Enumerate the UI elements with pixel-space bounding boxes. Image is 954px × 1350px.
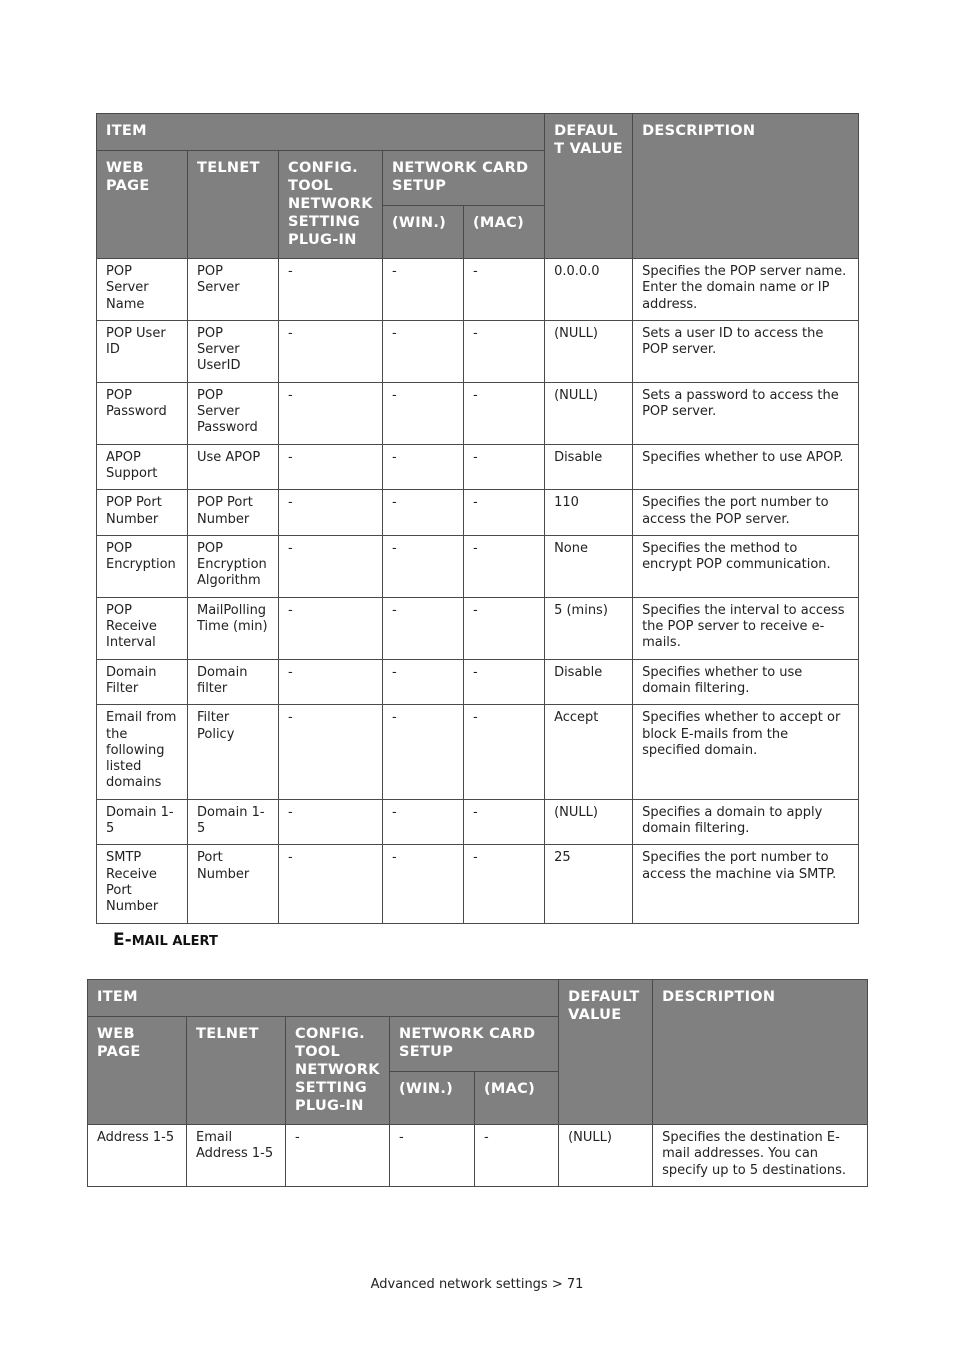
default-value-cell: (NULL)	[559, 1125, 653, 1187]
web-page-cell: POP Port Number	[97, 490, 188, 536]
description-cell: Specifies the port number to access the machine via SMTP.	[633, 845, 859, 923]
telnet-cell: POP Server	[188, 259, 279, 321]
description-cell: Specifies the destination E-mail addresses. You can specify up to 5 destinations.	[653, 1125, 868, 1187]
telnet-cell: Filter Policy	[188, 705, 279, 799]
mac-cell: -	[464, 444, 545, 490]
table-row	[97, 705, 859, 799]
win-cell: -	[383, 845, 464, 923]
win-cell: -	[383, 535, 464, 597]
mac-cell: -	[464, 705, 545, 799]
header-web-page: WEB PAGE	[97, 151, 188, 259]
description-cell: Sets a user ID to access the POP server.	[633, 320, 859, 382]
default-value-cell: (NULL)	[545, 799, 633, 845]
default-value-cell: Disable	[545, 659, 633, 705]
default-value-cell: Disable	[545, 444, 633, 490]
header-network-card-setup: NETWORK CARD SETUP	[390, 1017, 559, 1072]
mac-cell: -	[464, 320, 545, 382]
web-page-cell: POP User ID	[97, 320, 188, 382]
page-footer: Advanced network settings > 71	[370, 1277, 584, 1292]
config-tool-cell: -	[279, 535, 383, 597]
telnet-cell: POP Server UserID	[188, 320, 279, 382]
web-page-cell: POP Encryption	[97, 535, 188, 597]
default-value-cell: (NULL)	[545, 320, 633, 382]
header-item: ITEM	[97, 114, 545, 151]
header-config-tool: CONFIG. TOOL NETWORK SETTING PLUG-IN	[286, 1017, 390, 1125]
description-cell: Specifies the interval to access the POP server to receive e-mails.	[633, 597, 859, 659]
config-tool-cell: -	[279, 259, 383, 321]
config-tool-cell: -	[279, 444, 383, 490]
web-page-cell: APOP Support	[97, 444, 188, 490]
default-value-cell: 0.0.0.0	[545, 259, 633, 321]
table-row	[97, 845, 859, 923]
description-cell: Specifies the POP server name. Enter the domain name or IP address.	[633, 259, 859, 321]
table-row	[97, 444, 859, 490]
web-page-cell: POP Password	[97, 382, 188, 444]
section-heading-email-alert: E-MAIL ALERT	[113, 930, 218, 950]
mac-cell: -	[464, 490, 545, 536]
description-cell: Specifies whether to use APOP.	[633, 444, 859, 490]
config-tool-cell: -	[279, 382, 383, 444]
description-cell: Specifies a domain to apply domain filtering.	[633, 799, 859, 845]
table-row	[97, 320, 859, 382]
web-page-cell: Address 1-5	[88, 1125, 187, 1187]
win-cell: -	[383, 659, 464, 705]
description-cell: Specifies whether to accept or block E-mails from the specified domain.	[633, 705, 859, 799]
table-row	[97, 259, 859, 321]
mac-cell: -	[464, 799, 545, 845]
telnet-cell: Port Number	[188, 845, 279, 923]
default-value-cell: 5 (mins)	[545, 597, 633, 659]
description-cell: Sets a password to access the POP server.	[633, 382, 859, 444]
web-page-cell: SMTP Receive Port Number	[97, 845, 188, 923]
default-value-cell: (NULL)	[545, 382, 633, 444]
header-network-card-setup: NETWORK CARD SETUP	[383, 151, 545, 206]
default-value-cell: 25	[545, 845, 633, 923]
default-value-cell: Accept	[545, 705, 633, 799]
header-telnet: TELNET	[187, 1017, 286, 1125]
description-cell: Specifies the port number to access the POP server.	[633, 490, 859, 536]
header-win: (WIN.)	[383, 206, 464, 259]
config-tool-cell: -	[279, 705, 383, 799]
header-win: (WIN.)	[390, 1072, 475, 1125]
telnet-cell: Domain 1-5	[188, 799, 279, 845]
header-description: DESCRIPTION	[653, 980, 868, 1125]
pop-settings-table	[96, 113, 859, 924]
win-cell: -	[383, 597, 464, 659]
config-tool-cell: -	[279, 845, 383, 923]
win-cell: -	[383, 490, 464, 536]
web-page-cell: POP Receive Interval	[97, 597, 188, 659]
table-row	[97, 535, 859, 597]
mac-cell: -	[464, 659, 545, 705]
telnet-cell: Email Address 1-5	[187, 1125, 286, 1187]
header-mac: (MAC)	[475, 1072, 559, 1125]
config-tool-cell: -	[279, 597, 383, 659]
header-item: ITEM	[88, 980, 559, 1017]
config-tool-cell: -	[279, 490, 383, 536]
header-web-page: WEB PAGE	[88, 1017, 187, 1125]
mac-cell: -	[464, 382, 545, 444]
mac-cell: -	[464, 259, 545, 321]
win-cell: -	[383, 320, 464, 382]
web-page-cell: Email from the following listed domains	[97, 705, 188, 799]
web-page-cell: Domain Filter	[97, 659, 188, 705]
table-row	[97, 382, 859, 444]
telnet-cell: POP Server Password	[188, 382, 279, 444]
telnet-cell: POP Port Number	[188, 490, 279, 536]
table-row	[88, 1125, 868, 1187]
table-row	[97, 659, 859, 705]
win-cell: -	[383, 259, 464, 321]
web-page-cell: Domain 1-5	[97, 799, 188, 845]
config-tool-cell: -	[279, 320, 383, 382]
telnet-cell: POP Encryption Algorithm	[188, 535, 279, 597]
description-cell: Specifies the method to encrypt POP communication.	[633, 535, 859, 597]
win-cell: -	[383, 705, 464, 799]
header-telnet: TELNET	[188, 151, 279, 259]
default-value-cell: 110	[545, 490, 633, 536]
web-page-cell: POP Server Name	[97, 259, 188, 321]
email-alert-table	[87, 979, 868, 1187]
telnet-cell: Domain filter	[188, 659, 279, 705]
mac-cell: -	[464, 597, 545, 659]
table-row	[97, 490, 859, 536]
header-default-value: DEFAULT VALUE	[559, 980, 653, 1125]
description-cell: Specifies whether to use domain filtering.	[633, 659, 859, 705]
telnet-cell: MailPolling Time (min)	[188, 597, 279, 659]
telnet-cell: Use APOP	[188, 444, 279, 490]
win-cell: -	[383, 799, 464, 845]
header-config-tool: CONFIG. TOOL NETWORK SETTING PLUG-IN	[279, 151, 383, 259]
table-row	[97, 597, 859, 659]
header-default-value: DEFAUL T VALUE	[545, 114, 633, 259]
default-value-cell: None	[545, 535, 633, 597]
mac-cell: -	[475, 1125, 559, 1187]
mac-cell: -	[464, 535, 545, 597]
config-tool-cell: -	[279, 659, 383, 705]
mac-cell: -	[464, 845, 545, 923]
win-cell: -	[383, 382, 464, 444]
win-cell: -	[383, 444, 464, 490]
header-description: DESCRIPTION	[633, 114, 859, 259]
config-tool-cell: -	[279, 799, 383, 845]
header-mac: (MAC)	[464, 206, 545, 259]
win-cell: -	[390, 1125, 475, 1187]
config-tool-cell: -	[286, 1125, 390, 1187]
table-row	[97, 799, 859, 845]
